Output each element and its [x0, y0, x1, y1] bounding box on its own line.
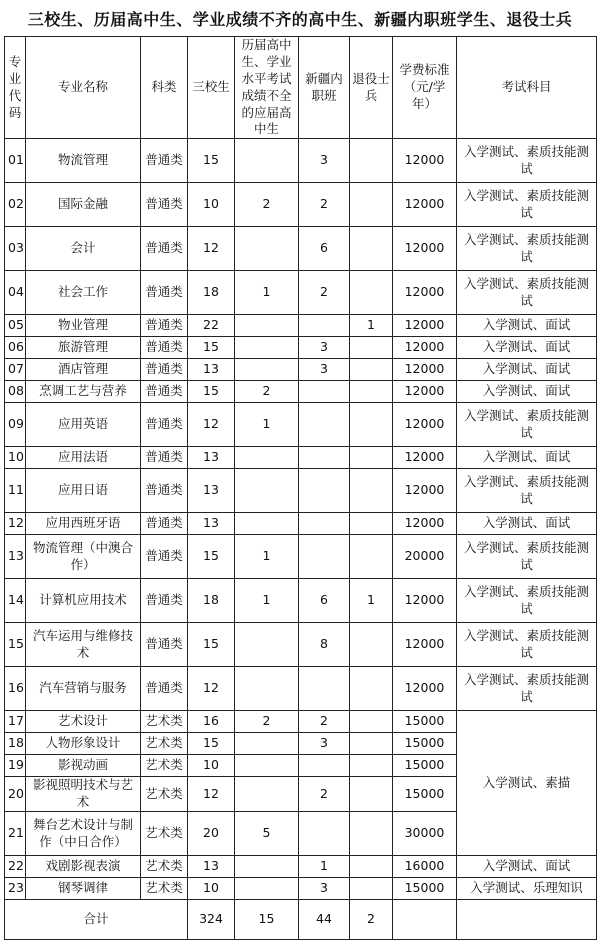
header-code: 专业代码: [5, 37, 26, 139]
cell-category: 普通类: [141, 359, 188, 381]
cell-name: 舞台艺术设计与制作（中日合作）: [26, 812, 141, 856]
cell-tuiyi: [350, 513, 393, 535]
cell-lijie: [235, 623, 299, 667]
cell-exam: 入学测试、素质技能测试: [457, 139, 597, 183]
cell-name: 物流管理: [26, 139, 141, 183]
cell-tuiyi: [350, 667, 393, 711]
table-row: [5, 711, 597, 733]
cell-xinjiang: [299, 667, 350, 711]
cell-tuiyi: [350, 447, 393, 469]
total-tuiyi: 2: [350, 900, 393, 940]
cell-code: 10: [5, 447, 26, 469]
table-row: [5, 856, 597, 878]
cell-sanxiao: 15: [188, 535, 235, 579]
total-row: [5, 900, 597, 940]
cell-exam: 入学测试、面试: [457, 513, 597, 535]
table-row: [5, 878, 597, 900]
cell-name: 影视照明技术与艺术: [26, 777, 141, 812]
cell-tuiyi: [350, 359, 393, 381]
total-sanxiao: 324: [188, 900, 235, 940]
table-row: [5, 623, 597, 667]
table-row: [5, 227, 597, 271]
cell-tuiyi: [350, 733, 393, 755]
cell-fee: 12000: [393, 623, 457, 667]
cell-name: 汽车营销与服务: [26, 667, 141, 711]
cell-lijie: [235, 469, 299, 513]
cell-name: 物业管理: [26, 315, 141, 337]
cell-tuiyi: [350, 856, 393, 878]
cell-xinjiang: [299, 381, 350, 403]
cell-code: 21: [5, 812, 26, 856]
cell-code: 12: [5, 513, 26, 535]
cell-code: 19: [5, 755, 26, 777]
cell-category: 普通类: [141, 469, 188, 513]
header-sanxiao: 三校生: [188, 37, 235, 139]
cell-name: 应用日语: [26, 469, 141, 513]
cell-exam: 入学测试、面试: [457, 359, 597, 381]
cell-name: 艺术设计: [26, 711, 141, 733]
cell-lijie: [235, 878, 299, 900]
cell-category: 艺术类: [141, 755, 188, 777]
cell-code: 06: [5, 337, 26, 359]
cell-category: 普通类: [141, 183, 188, 227]
cell-category: 普通类: [141, 381, 188, 403]
cell-lijie: 1: [235, 579, 299, 623]
cell-fee: 12000: [393, 513, 457, 535]
cell-sanxiao: 13: [188, 359, 235, 381]
cell-category: 普通类: [141, 579, 188, 623]
cell-name: 会计: [26, 227, 141, 271]
cell-fee: 15000: [393, 733, 457, 755]
cell-sanxiao: 15: [188, 381, 235, 403]
cell-fee: 12000: [393, 227, 457, 271]
table-row: [5, 447, 597, 469]
cell-exam: 入学测试、素质技能测试: [457, 535, 597, 579]
cell-exam: 入学测试、素质技能测试: [457, 667, 597, 711]
cell-name: 影视动画: [26, 755, 141, 777]
cell-fee: 12000: [393, 337, 457, 359]
cell-sanxiao: 12: [188, 777, 235, 812]
cell-exam: 入学测试、素质技能测试: [457, 579, 597, 623]
cell-tuiyi: [350, 623, 393, 667]
cell-lijie: [235, 513, 299, 535]
total-empty-exam: [457, 900, 597, 940]
cell-name: 人物形象设计: [26, 733, 141, 755]
cell-exam: 入学测试、面试: [457, 337, 597, 359]
cell-name: 酒店管理: [26, 359, 141, 381]
cell-sanxiao: 12: [188, 667, 235, 711]
cell-name: 应用西班牙语: [26, 513, 141, 535]
cell-name: 国际金融: [26, 183, 141, 227]
cell-sanxiao: 20: [188, 812, 235, 856]
cell-exam-merged: 入学测试、素描: [457, 711, 597, 856]
cell-category: 艺术类: [141, 812, 188, 856]
cell-tuiyi: [350, 711, 393, 733]
cell-exam: 入学测试、素质技能测试: [457, 403, 597, 447]
cell-lijie: [235, 447, 299, 469]
cell-category: 普通类: [141, 315, 188, 337]
cell-lijie: 1: [235, 271, 299, 315]
cell-tuiyi: [350, 535, 393, 579]
cell-xinjiang: 1: [299, 856, 350, 878]
cell-xinjiang: 3: [299, 359, 350, 381]
cell-sanxiao: 12: [188, 403, 235, 447]
cell-name: 戏剧影视表演: [26, 856, 141, 878]
cell-xinjiang: [299, 447, 350, 469]
cell-category: 普通类: [141, 513, 188, 535]
cell-sanxiao: 13: [188, 856, 235, 878]
cell-name: 物流管理（中澳合作）: [26, 535, 141, 579]
header-fee: 学费标准（元/学年）: [393, 37, 457, 139]
cell-category: 普通类: [141, 271, 188, 315]
cell-code: 01: [5, 139, 26, 183]
cell-name: 社会工作: [26, 271, 141, 315]
cell-fee: 15000: [393, 878, 457, 900]
cell-sanxiao: 13: [188, 447, 235, 469]
cell-fee: 15000: [393, 711, 457, 733]
cell-lijie: [235, 667, 299, 711]
cell-lijie: 2: [235, 381, 299, 403]
table-row: [5, 337, 597, 359]
cell-code: 16: [5, 667, 26, 711]
cell-lijie: [235, 337, 299, 359]
cell-fee: 12000: [393, 315, 457, 337]
cell-xinjiang: 3: [299, 733, 350, 755]
cell-exam: 入学测试、面试: [457, 381, 597, 403]
cell-lijie: [235, 856, 299, 878]
cell-sanxiao: 18: [188, 271, 235, 315]
cell-lijie: 2: [235, 183, 299, 227]
cell-name: 应用英语: [26, 403, 141, 447]
cell-exam: 入学测试、面试: [457, 315, 597, 337]
cell-category: 普通类: [141, 139, 188, 183]
cell-sanxiao: 10: [188, 878, 235, 900]
cell-code: 07: [5, 359, 26, 381]
cell-sanxiao: 22: [188, 315, 235, 337]
cell-exam: 入学测试、面试: [457, 447, 597, 469]
table-row: [5, 315, 597, 337]
header-tuiyi: 退役士兵: [350, 37, 393, 139]
cell-exam: 入学测试、素质技能测试: [457, 623, 597, 667]
table-row: [5, 139, 597, 183]
cell-category: 普通类: [141, 227, 188, 271]
cell-sanxiao: 13: [188, 469, 235, 513]
cell-fee: 12000: [393, 469, 457, 513]
cell-name: 汽车运用与维修技术: [26, 623, 141, 667]
cell-xinjiang: [299, 403, 350, 447]
cell-category: 艺术类: [141, 777, 188, 812]
cell-lijie: 1: [235, 535, 299, 579]
cell-lijie: [235, 359, 299, 381]
cell-fee: 20000: [393, 535, 457, 579]
total-xinjiang: 44: [299, 900, 350, 940]
cell-xinjiang: 8: [299, 623, 350, 667]
cell-tuiyi: [350, 271, 393, 315]
cell-lijie: [235, 755, 299, 777]
cell-fee: 15000: [393, 777, 457, 812]
cell-code: 11: [5, 469, 26, 513]
cell-fee: 12000: [393, 667, 457, 711]
cell-xinjiang: 2: [299, 183, 350, 227]
cell-category: 艺术类: [141, 878, 188, 900]
cell-name: 应用法语: [26, 447, 141, 469]
cell-fee: 30000: [393, 812, 457, 856]
cell-fee: 12000: [393, 359, 457, 381]
cell-xinjiang: 6: [299, 579, 350, 623]
header-xinjiang: 新疆内职班: [299, 37, 350, 139]
header-lijie: 历届高中生、学业水平考试成绩不全的应届高中生: [235, 37, 299, 139]
cell-sanxiao: 10: [188, 183, 235, 227]
cell-fee: 12000: [393, 447, 457, 469]
cell-code: 14: [5, 579, 26, 623]
cell-code: 23: [5, 878, 26, 900]
cell-tuiyi: [350, 139, 393, 183]
cell-tuiyi: [350, 812, 393, 856]
cell-name: 烹调工艺与营养: [26, 381, 141, 403]
cell-category: 普通类: [141, 623, 188, 667]
cell-sanxiao: 18: [188, 579, 235, 623]
cell-xinjiang: [299, 315, 350, 337]
cell-exam: 入学测试、素质技能测试: [457, 227, 597, 271]
cell-tuiyi: 1: [350, 315, 393, 337]
cell-fee: 12000: [393, 579, 457, 623]
cell-name: 旅游管理: [26, 337, 141, 359]
cell-exam: 入学测试、素质技能测试: [457, 271, 597, 315]
cell-code: 20: [5, 777, 26, 812]
cell-sanxiao: 15: [188, 139, 235, 183]
total-empty-fee: [393, 900, 457, 940]
cell-tuiyi: 1: [350, 579, 393, 623]
cell-code: 08: [5, 381, 26, 403]
cell-name: 钢琴调律: [26, 878, 141, 900]
cell-fee: 12000: [393, 139, 457, 183]
page-title: 三校生、历届高中生、学业成绩不齐的高中生、新疆内职班学生、退役士兵: [27, 9, 573, 29]
table-row: [5, 403, 597, 447]
cell-category: 普通类: [141, 403, 188, 447]
cell-lijie: 5: [235, 812, 299, 856]
cell-tuiyi: [350, 878, 393, 900]
cell-category: 普通类: [141, 535, 188, 579]
cell-sanxiao: 13: [188, 513, 235, 535]
table-row: [5, 667, 597, 711]
table-row: [5, 381, 597, 403]
cell-tuiyi: [350, 227, 393, 271]
table-row: [5, 359, 597, 381]
cell-lijie: 1: [235, 403, 299, 447]
cell-sanxiao: 15: [188, 733, 235, 755]
cell-exam: 入学测试、面试: [457, 856, 597, 878]
cell-tuiyi: [350, 755, 393, 777]
total-label: 合计: [5, 900, 188, 940]
cell-xinjiang: 3: [299, 878, 350, 900]
cell-category: 普通类: [141, 667, 188, 711]
cell-fee: 15000: [393, 755, 457, 777]
cell-xinjiang: [299, 535, 350, 579]
cell-fee: 12000: [393, 183, 457, 227]
total-lijie: 15: [235, 900, 299, 940]
cell-xinjiang: [299, 469, 350, 513]
cell-exam: 入学测试、乐理知识: [457, 878, 597, 900]
cell-xinjiang: [299, 812, 350, 856]
cell-xinjiang: 2: [299, 271, 350, 315]
table-row: [5, 579, 597, 623]
cell-tuiyi: [350, 381, 393, 403]
cell-tuiyi: [350, 337, 393, 359]
cell-xinjiang: 2: [299, 777, 350, 812]
cell-fee: 12000: [393, 381, 457, 403]
cell-lijie: 2: [235, 711, 299, 733]
cell-code: 13: [5, 535, 26, 579]
table-row: [5, 271, 597, 315]
cell-name: 计算机应用技术: [26, 579, 141, 623]
cell-tuiyi: [350, 183, 393, 227]
table-row: [5, 469, 597, 513]
cell-lijie: [235, 733, 299, 755]
cell-code: 18: [5, 733, 26, 755]
cell-code: 22: [5, 856, 26, 878]
cell-category: 普通类: [141, 447, 188, 469]
table-row: [5, 535, 597, 579]
cell-category: 艺术类: [141, 733, 188, 755]
cell-code: 17: [5, 711, 26, 733]
cell-fee: 12000: [393, 271, 457, 315]
cell-xinjiang: 3: [299, 337, 350, 359]
cell-exam: 入学测试、素质技能测试: [457, 469, 597, 513]
cell-sanxiao: 15: [188, 623, 235, 667]
header-name: 专业名称: [26, 37, 141, 139]
cell-category: 艺术类: [141, 711, 188, 733]
cell-xinjiang: 3: [299, 139, 350, 183]
cell-lijie: [235, 227, 299, 271]
cell-code: 04: [5, 271, 26, 315]
header-category: 科类: [141, 37, 188, 139]
cell-xinjiang: [299, 513, 350, 535]
cell-code: 09: [5, 403, 26, 447]
cell-fee: 16000: [393, 856, 457, 878]
cell-lijie: [235, 777, 299, 812]
cell-xinjiang: 2: [299, 711, 350, 733]
cell-tuiyi: [350, 777, 393, 812]
cell-tuiyi: [350, 469, 393, 513]
cell-code: 02: [5, 183, 26, 227]
cell-sanxiao: 10: [188, 755, 235, 777]
cell-xinjiang: [299, 755, 350, 777]
cell-fee: 12000: [393, 403, 457, 447]
cell-sanxiao: 16: [188, 711, 235, 733]
cell-lijie: [235, 139, 299, 183]
cell-code: 03: [5, 227, 26, 271]
cell-xinjiang: 6: [299, 227, 350, 271]
table-row: [5, 183, 597, 227]
cell-code: 15: [5, 623, 26, 667]
cell-exam: 入学测试、素质技能测试: [457, 183, 597, 227]
header-exam: 考试科目: [457, 37, 597, 139]
cell-lijie: [235, 315, 299, 337]
cell-code: 05: [5, 315, 26, 337]
cell-category: 普通类: [141, 337, 188, 359]
cell-category: 艺术类: [141, 856, 188, 878]
cell-sanxiao: 15: [188, 337, 235, 359]
enrollment-table: [4, 36, 597, 940]
cell-sanxiao: 12: [188, 227, 235, 271]
table-body: [5, 139, 597, 940]
table-row: [5, 513, 597, 535]
cell-tuiyi: [350, 403, 393, 447]
